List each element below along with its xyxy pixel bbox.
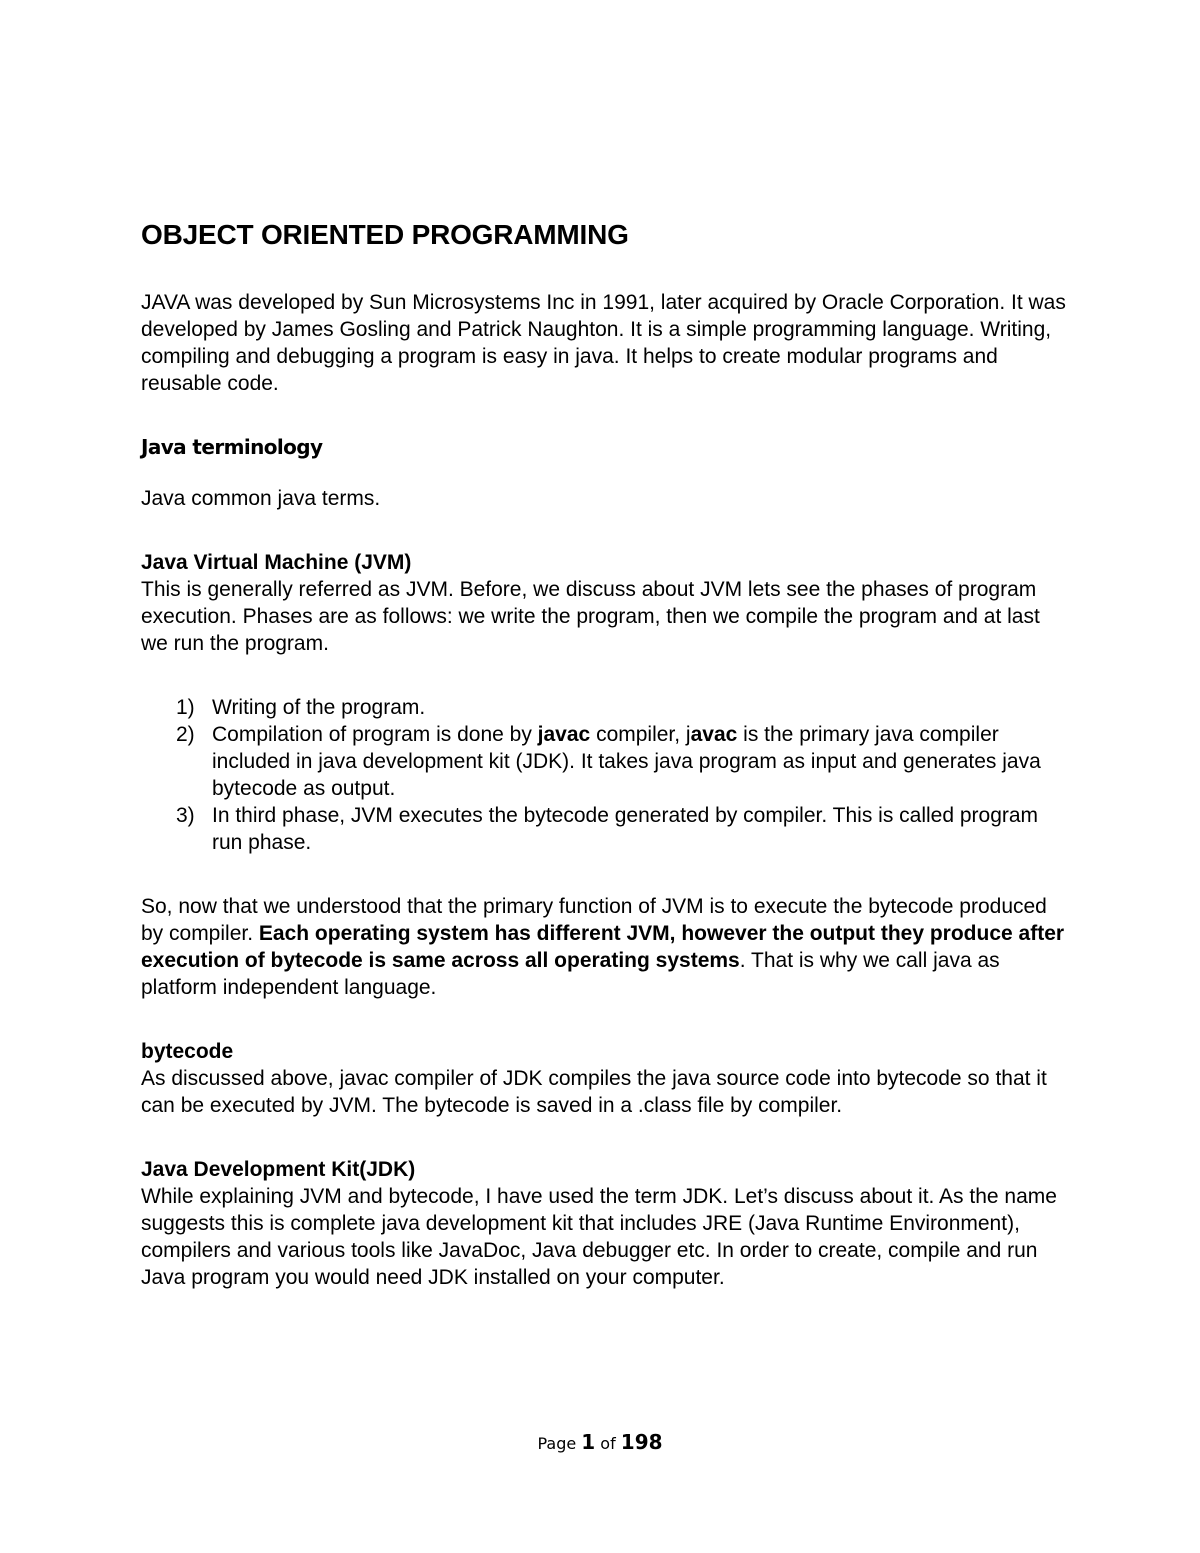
list-text-pre: Compilation of program is done by bbox=[212, 723, 538, 746]
list-text-post: is the primary java compiler included in java development kit (JDK). It takes java program as input and generates java bytecode as output. bbox=[212, 723, 1041, 800]
jdk-heading: Java Development Kit(JDK) bbox=[141, 1158, 416, 1181]
javac-term: javac bbox=[537, 723, 591, 746]
list-number: 2) bbox=[176, 723, 195, 746]
list-number: 1) bbox=[176, 696, 195, 719]
page-label: Page bbox=[537, 1434, 582, 1453]
bytecode-paragraph: As discussed above, javac compiler of JDK compiles the java source code into bytecode so that it can be executed by JVM. The bytecode is saved in a .class file by compiler. bbox=[141, 1067, 1047, 1117]
document-title: OBJECT ORIENTED PROGRAMMING bbox=[141, 219, 629, 250]
list-item bbox=[141, 721, 1071, 802]
list-number: 3) bbox=[176, 804, 195, 827]
jvm-paragraph: This is generally referred as JVM. Before, we discuss about JVM lets see the phases of program execution. Phases are as follows: we write the program, then we compile the program and at last we run the program. bbox=[141, 578, 1040, 655]
page-number: 1 bbox=[581, 1430, 596, 1454]
list-item bbox=[141, 694, 1071, 721]
avac-term: avac bbox=[690, 723, 738, 746]
bytecode-heading: bytecode bbox=[141, 1040, 234, 1063]
jvm-heading: Java Virtual Machine (JVM) bbox=[141, 551, 412, 574]
of-label: of bbox=[595, 1434, 621, 1453]
list-text: In third phase, JVM executes the bytecode generated by compiler. This is called program run phase. bbox=[212, 804, 1039, 854]
list-text-mid: compiler, j bbox=[590, 723, 691, 746]
page-total: 198 bbox=[620, 1430, 663, 1454]
summary-post: . That is why we call java as platform independent language. bbox=[141, 949, 1000, 999]
jvm-summary-paragraph bbox=[141, 893, 1071, 1001]
page-footer bbox=[0, 1430, 1200, 1454]
phases-list bbox=[141, 694, 1071, 856]
page-content bbox=[141, 218, 1071, 1291]
summary-bold: Each operating system has different JVM, however the output they produce after execution of bytecode is same across all operating systems bbox=[141, 922, 1065, 972]
terminology-subtitle: Java common java terms. bbox=[141, 487, 381, 510]
summary-pre: So, now that we understood that the primary function of JVM is to execute the bytecode produced by compiler. bbox=[141, 895, 1047, 945]
terminology-heading: Java terminology bbox=[141, 435, 323, 459]
jdk-paragraph: While explaining JVM and bytecode, I have used the term JDK. Let’s discuss about it. As the name suggests this is complete java development kit that includes JRE (Java Runtime Environment), compilers and various tools like JavaDoc, Java debugger etc. In order to create, compile and run Java program you would need JDK installed on your computer. bbox=[141, 1185, 1057, 1289]
list-item bbox=[141, 802, 1071, 856]
intro-paragraph: JAVA was developed by Sun Microsystems Inc in 1991, later acquired by Oracle Corporation. It was developed by James Gosling and Patrick Naughton. It is a simple programming language. Writing, compiling and debugging a program is easy in java. It helps to create modular programs and reusable code. bbox=[141, 291, 1066, 395]
list-text: Writing of the program. bbox=[212, 696, 426, 719]
